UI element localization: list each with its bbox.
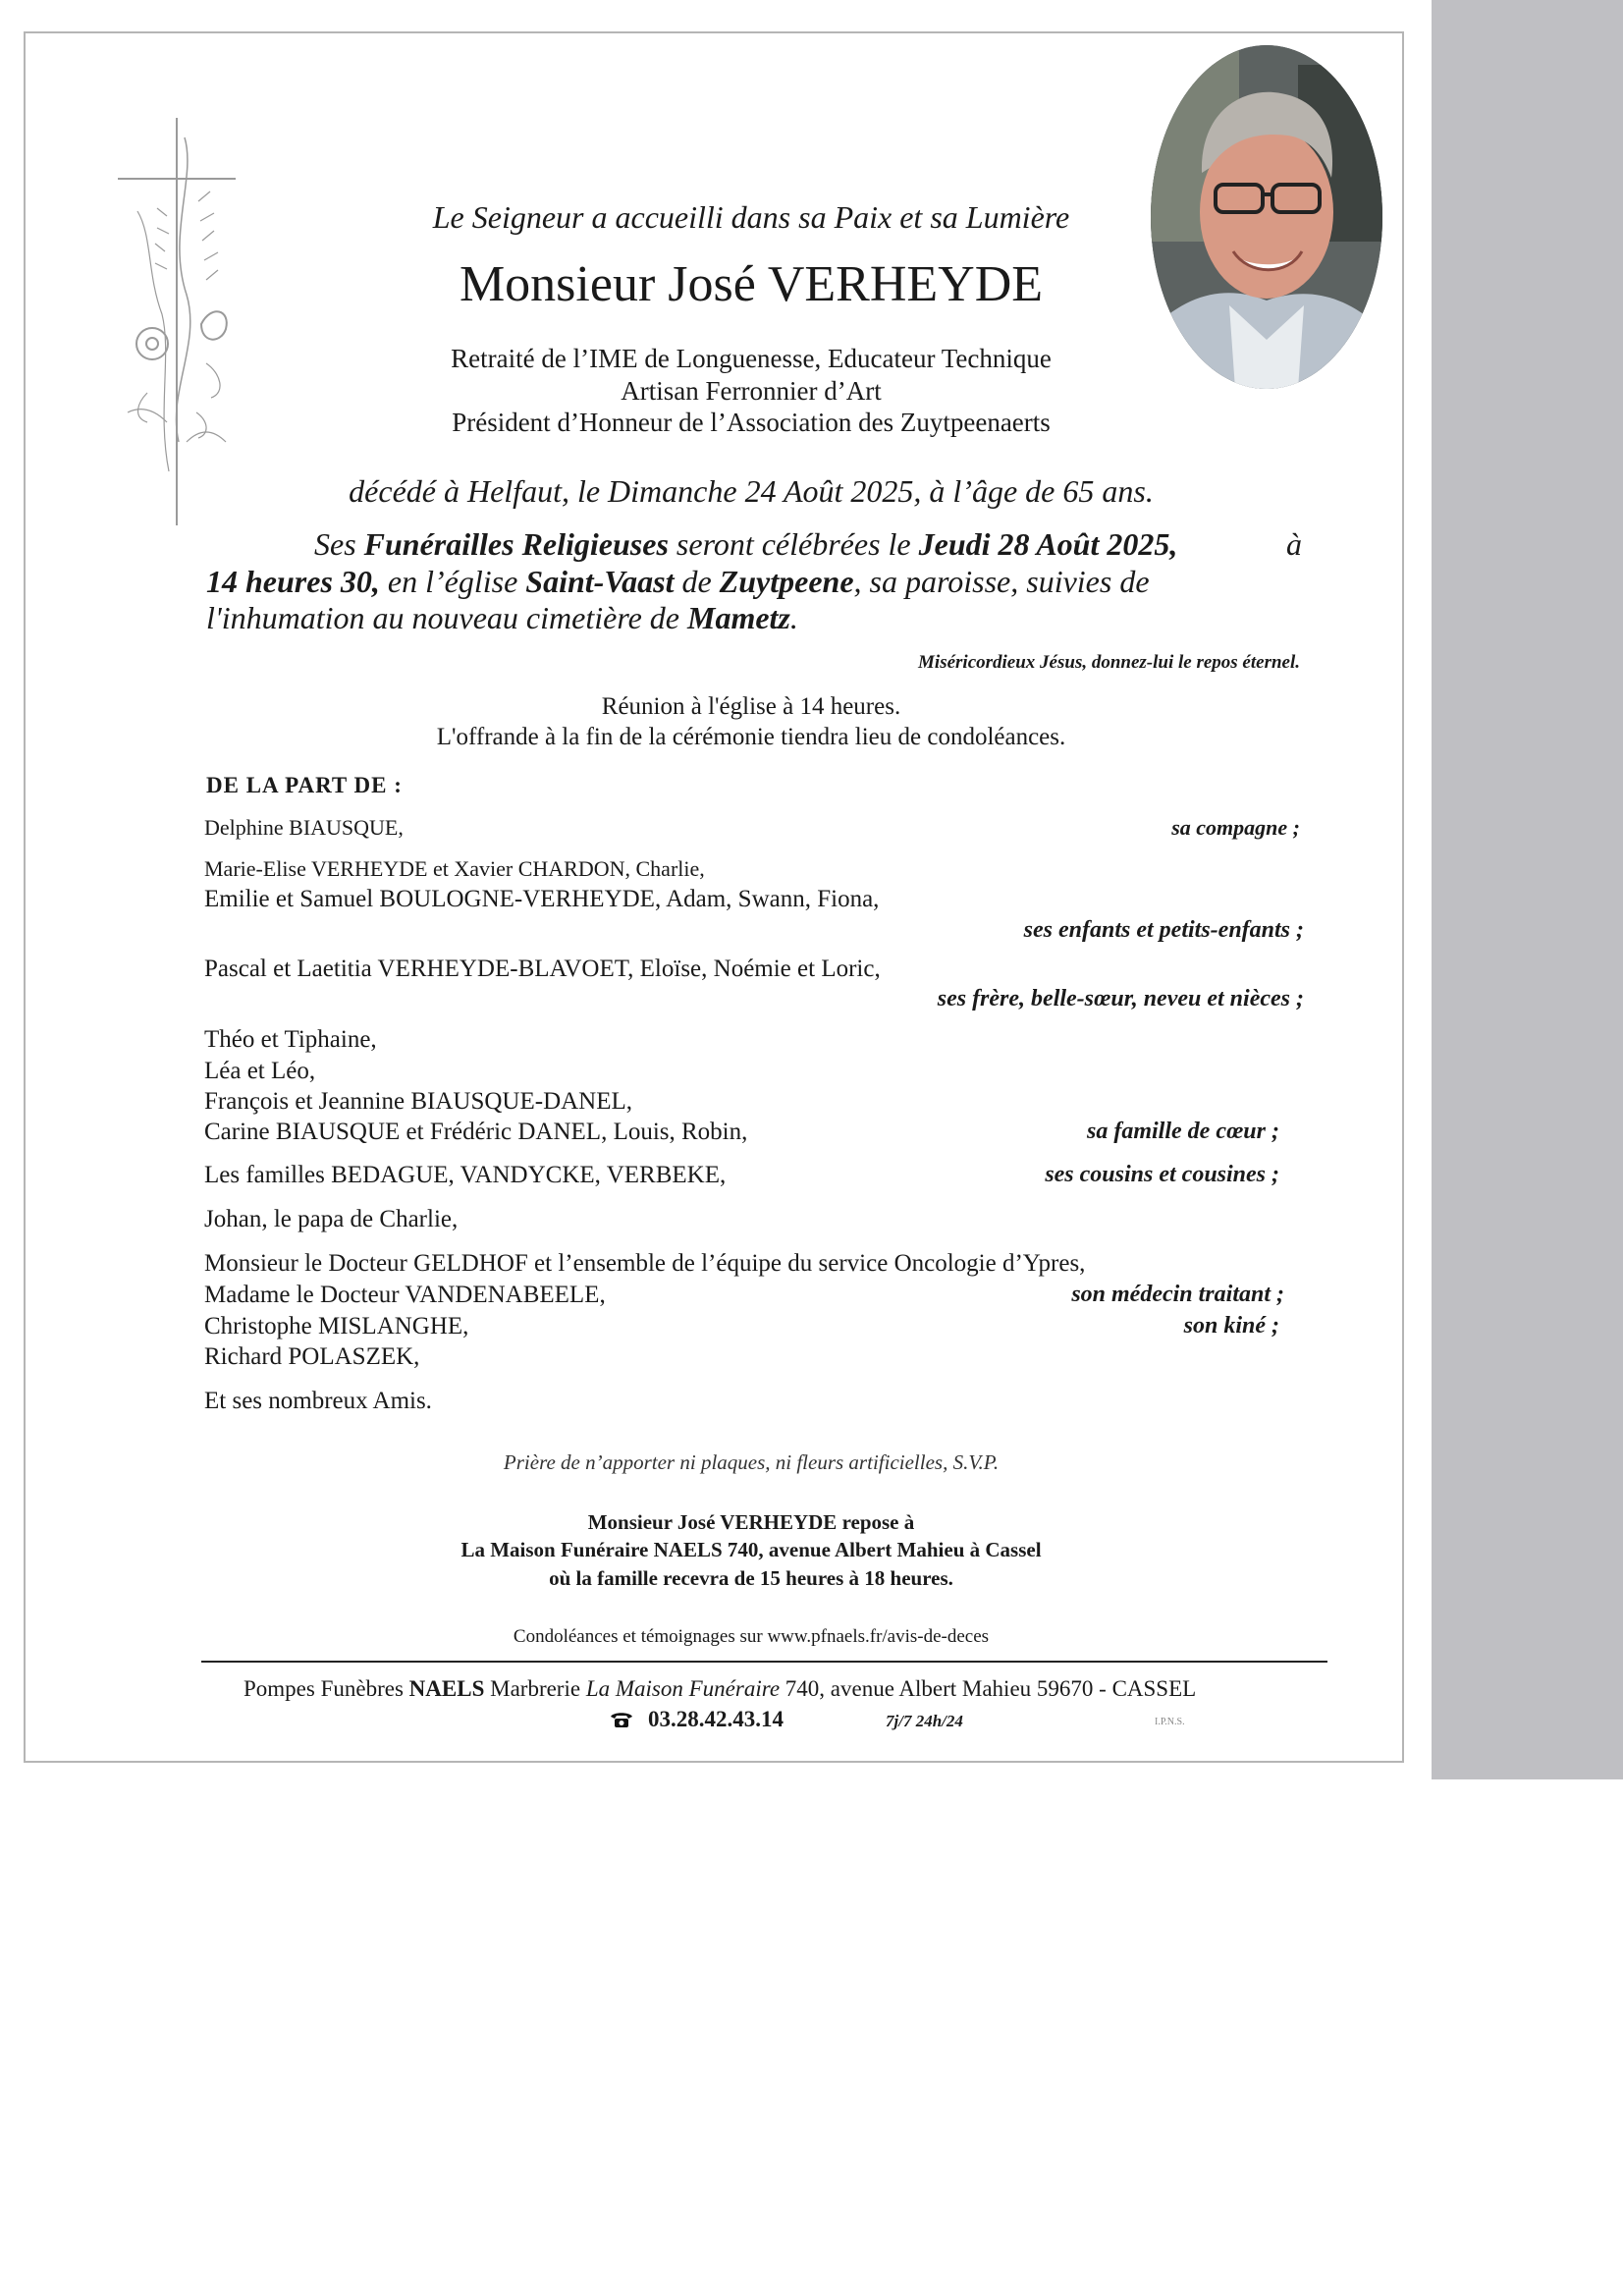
children-line-1: Marie-Elise VERHEYDE et Xavier CHARDON, Charlie, (204, 856, 705, 881)
title-line-1: Retraité de l’IME de Longuenesse, Educateur Technique (451, 344, 1052, 373)
funeral-line-3: l'inhumation au nouveau cimetière de Mametz. (206, 600, 798, 635)
telephone-icon (609, 1711, 634, 1728)
prayer: Miséricordieux Jésus, donnez-lui le repos éternel. (918, 652, 1300, 673)
heart-family-line-1: Théo et Tiphaine, (204, 1026, 377, 1053)
title-line-2: Artisan Ferronnier d’Art (621, 376, 882, 406)
epigraph: Le Seigneur a accueilli dans sa Paix et sa Lumière (432, 199, 1070, 235)
doctor-line-1: Monsieur le Docteur GELDHOF et l’ensemble de l’équipe du service Oncologie d’Ypres, (204, 1250, 1086, 1277)
rest-line-1: Monsieur José VERHEYDE repose à (587, 1510, 915, 1534)
heart-family-relation: sa famille de cœur ; (1087, 1119, 1279, 1144)
footer-phone[interactable]: 03.28.42.43.14 (609, 1707, 784, 1732)
title-line-3: Président d’Honneur de l’Association des Zuytpeenaerts (452, 408, 1051, 437)
deceased-name: Monsieur José VERHEYDE (459, 256, 1044, 312)
funeral-line-2: 14 heures 30, en l’église Saint-Vaast de Zuytpeene, sa paroisse, suivies de (206, 564, 1150, 599)
doctor-relation: son médecin traitant ; (1071, 1282, 1284, 1307)
cousins-relation: ses cousins et cousines ; (1045, 1162, 1279, 1187)
kine-relation: son kiné ; (1183, 1313, 1279, 1339)
family-heading: DE LA PART DE : (206, 773, 403, 797)
heart-family-line-4: Carine BIAUSQUE et Frédéric DANEL, Louis, Robin, (204, 1119, 748, 1145)
footer-divider (201, 1661, 1327, 1663)
rest-line-2: La Maison Funéraire NAELS 740, avenue Albert Mahieu à Cassel (460, 1538, 1042, 1561)
johan-line: Johan, le papa de Charlie, (204, 1206, 459, 1232)
flowers-request: Prière de n’apporter ni plaques, ni fleurs artificielles, S.V.P. (503, 1450, 1000, 1474)
kine-line: Christophe MISLANGHE, (204, 1313, 469, 1339)
sibling-line: Pascal et Laetitia VERHEYDE-BLAVOET, Eloïse, Noémie et Loric, (204, 956, 881, 982)
funeral-line-1: Ses Funérailles Religieuses seront célébrées le Jeudi 28 Août 2025, à (314, 526, 1302, 562)
cross-with-flowers-icon (108, 118, 275, 530)
funeral-text: Ses Funérailles Religieuses seront célébrées le Jeudi 28 Août 2025, (314, 526, 1178, 562)
rest-line-3: où la famille recevra de 15 heures à 18 heures. (549, 1566, 953, 1590)
sibling-relation: ses frère, belle-sœur, neveu et nièces ; (937, 986, 1304, 1011)
footer-printer-note: I.P.N.S. (1155, 1717, 1185, 1727)
partner-name: Delphine BIAUSQUE, (204, 815, 404, 840)
friends-line: Et ses nombreux Amis. (204, 1388, 432, 1414)
cousins-line: Les familles BEDAGUE, VANDYCKE, VERBEKE, (204, 1162, 727, 1188)
heart-family-line-2: Léa et Léo, (204, 1058, 316, 1084)
richard-line: Richard POLASZEK, (204, 1343, 420, 1370)
doctor-line-2: Madame le Docteur VANDENABEELE, (204, 1282, 606, 1308)
heart-family-line-3: François et Jeannine BIAUSQUE-DANEL, (204, 1088, 633, 1115)
meeting-info: Réunion à l'église à 14 heures. (601, 693, 901, 720)
footer-hours: 7j/7 24h/24 (886, 1712, 963, 1730)
condolences-link[interactable]: Condoléances et témoignages sur www.pfnaels.fr/avis-de-deces (513, 1626, 990, 1647)
offering-info: L'offrande à la fin de la cérémonie tiendra lieu de condoléances. (436, 724, 1066, 750)
children-line-2: Emilie et Samuel BOULOGNE-VERHEYDE, Adam, Swann, Fiona, (204, 886, 880, 912)
death-notice: décédé à Helfaut, le Dimanche 24 Août 2025, à l’âge de 65 ans. (349, 473, 1154, 509)
footer-company-line: Pompes Funèbres NAELS Marbrerie La Maison Funéraire 740, avenue Albert Mahieu 59670 - CASSEL (243, 1676, 1197, 1701)
partner-relation: sa compagne ; (1171, 815, 1300, 840)
children-relation: ses enfants et petits-enfants ; (1023, 917, 1304, 943)
